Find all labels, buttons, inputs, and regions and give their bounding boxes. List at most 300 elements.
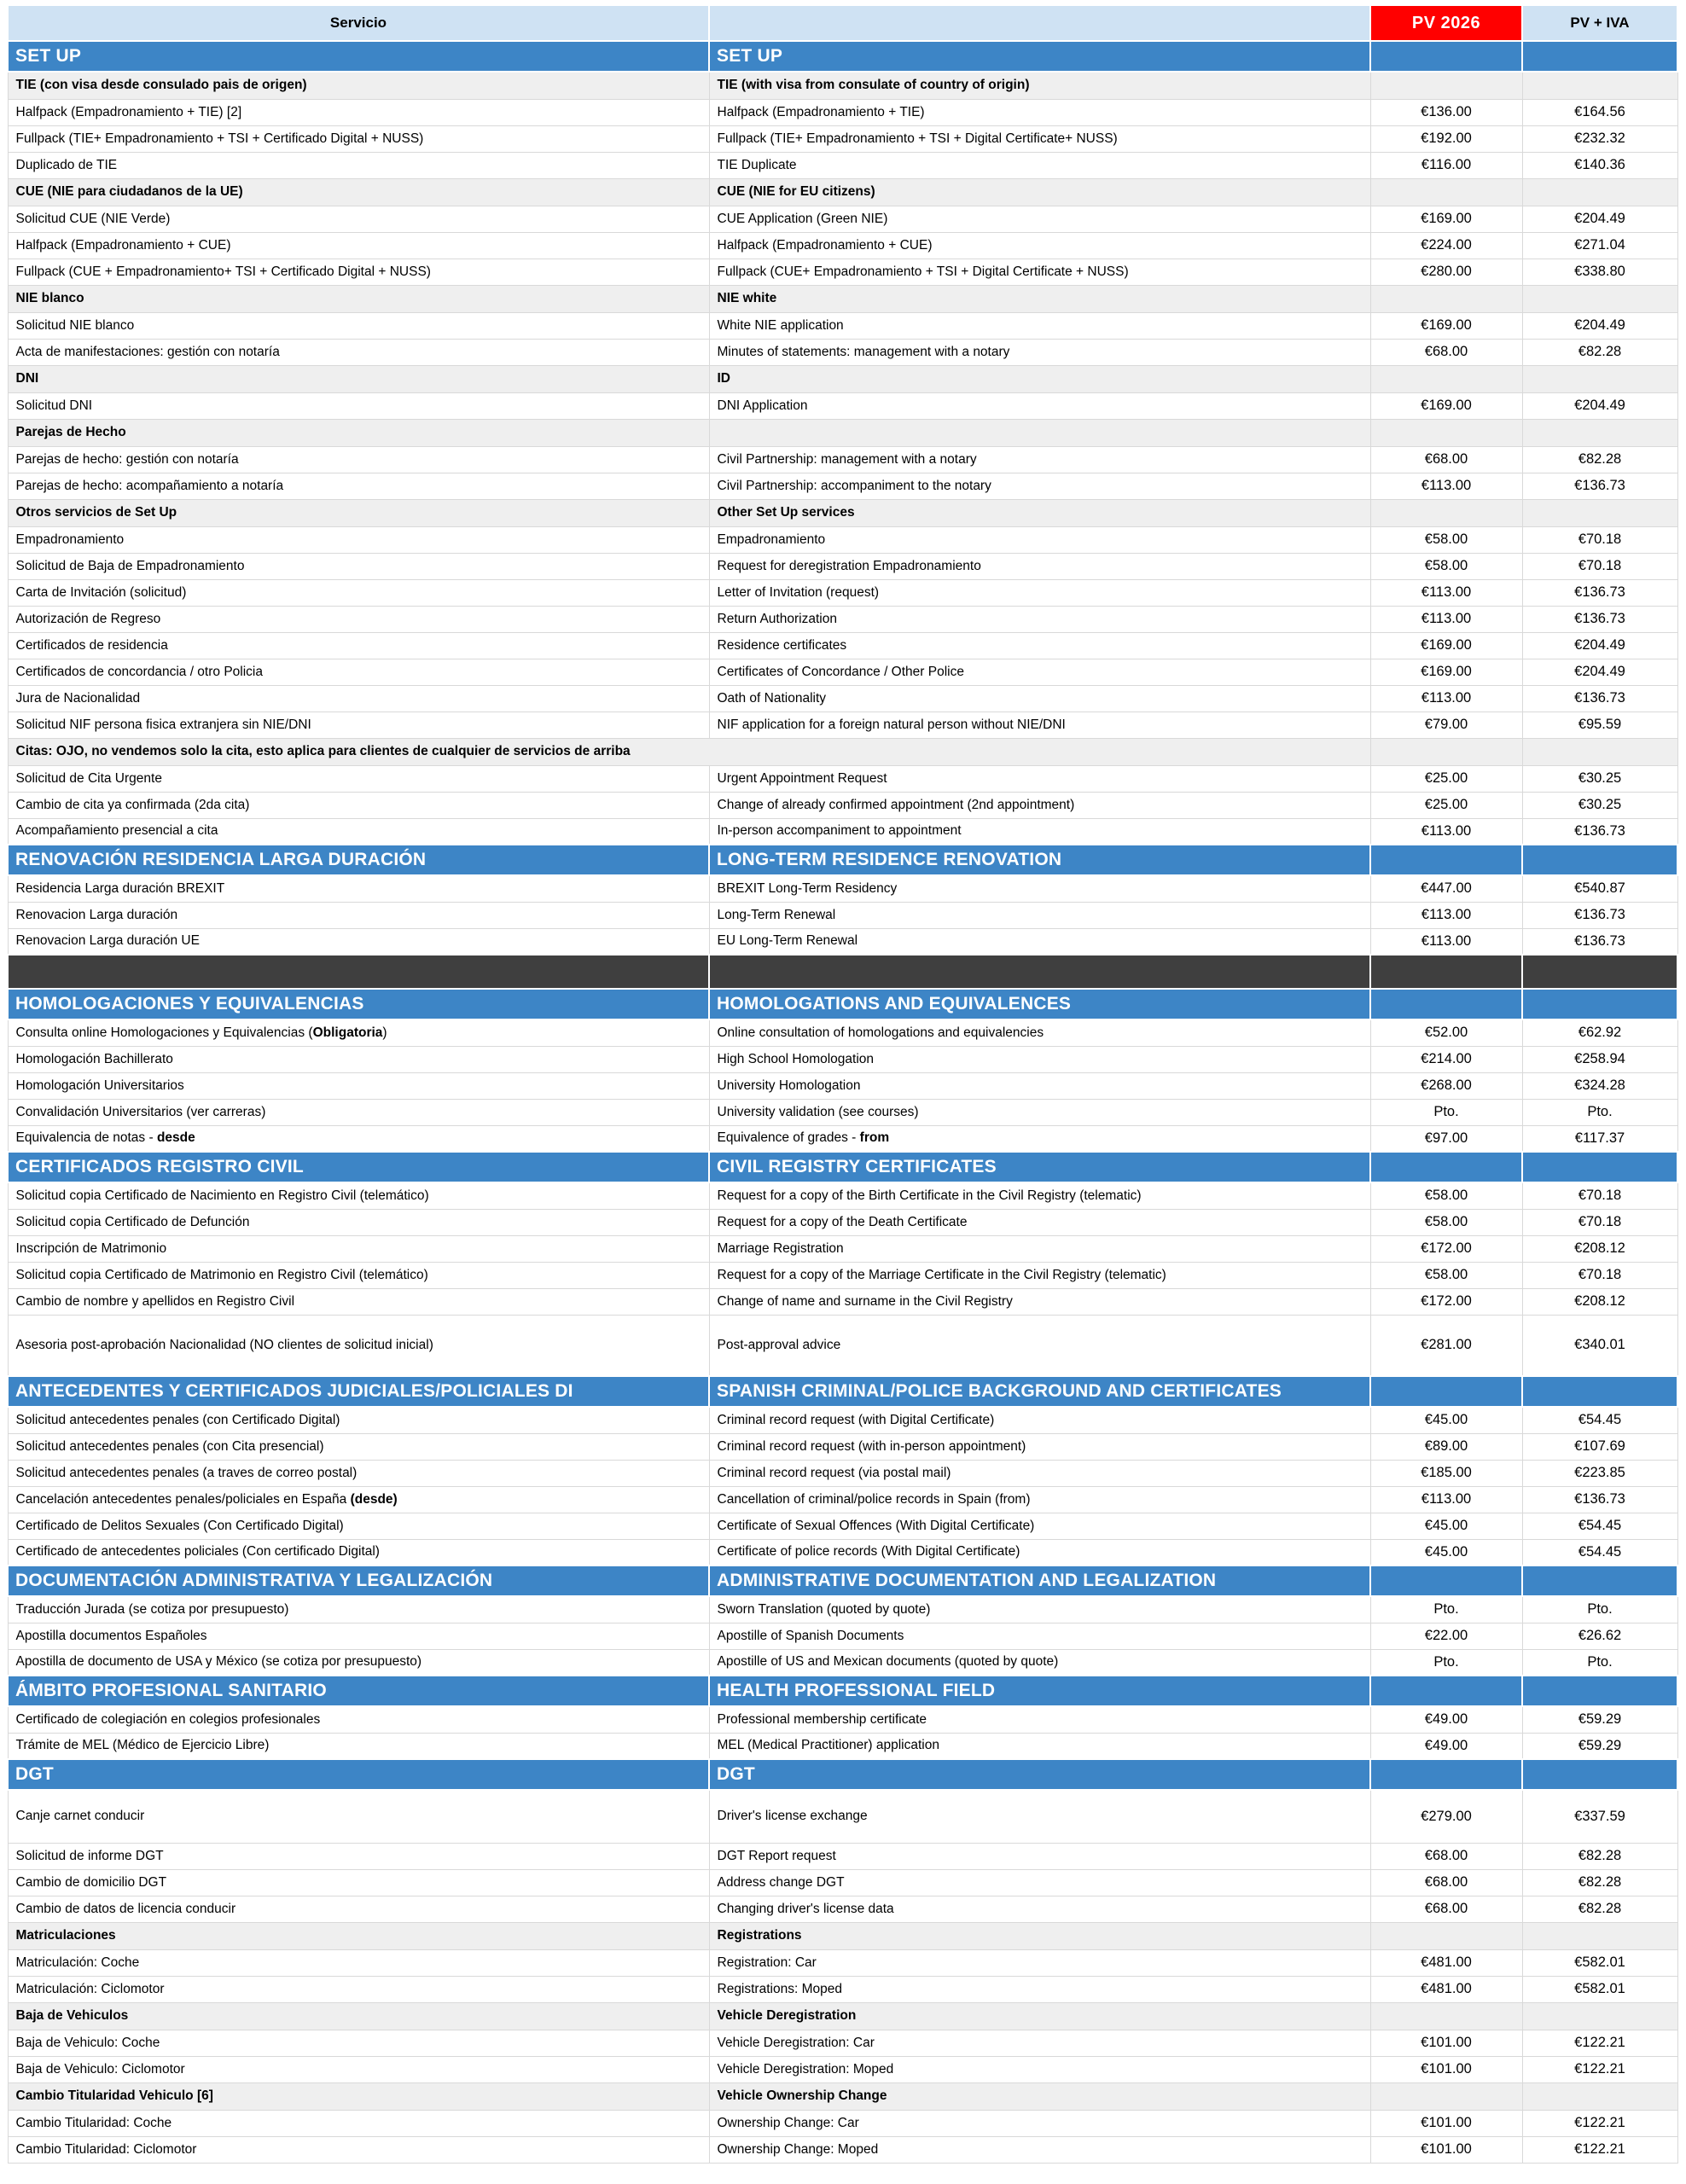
service-name-es: Solicitud de informe DGT (8, 1843, 709, 1869)
section-band-row (8, 989, 1677, 1019)
price-pv-iva: €136.73 (1522, 685, 1677, 712)
subsection-header-row (8, 365, 1677, 392)
service-row (8, 1099, 1677, 1125)
subsection-title-en: Other Set Up services (709, 499, 1370, 526)
price-pv2026: €101.00 (1370, 2030, 1522, 2056)
subsection-title-en: CUE (NIE for EU citizens) (709, 178, 1370, 206)
service-name-en: Vehicle Deregistration: Moped (709, 2056, 1370, 2082)
subsection-spacer (1522, 285, 1677, 312)
service-name-en: Civil Partnership: accompaniment to the notary (709, 473, 1370, 499)
service-name-en: Marriage Registration (709, 1235, 1370, 1262)
service-name-es: Solicitud de Baja de Empadronamiento (8, 553, 709, 579)
price-pv-iva: €136.73 (1522, 579, 1677, 606)
price-pv-iva: €582.01 (1522, 1949, 1677, 1976)
service-name-es: Apostilla de documento de USA y México (se cotiza por presupuesto) (8, 1649, 709, 1676)
service-name-en: Vehicle Deregistration: Car (709, 2030, 1370, 2056)
section-band-spacer (1370, 1759, 1522, 1790)
service-row (8, 792, 1677, 818)
service-row (8, 1623, 1677, 1649)
service-name-en: Professional membership certificate (709, 1706, 1370, 1733)
subsection-spacer (1370, 178, 1522, 206)
section-band-spacer (1370, 1676, 1522, 1706)
service-row (8, 1072, 1677, 1099)
service-name-en: Cancellation of criminal/police records in Spain (from) (709, 1486, 1370, 1513)
price-pv-iva: €30.25 (1522, 765, 1677, 792)
service-row (8, 1433, 1677, 1460)
service-name-es: Solicitud antecedentes penales (con Certificado Digital) (8, 1407, 709, 1433)
price-pv2026: €68.00 (1370, 1869, 1522, 1896)
section-title-es: CERTIFICADOS REGISTRO CIVIL (8, 1152, 709, 1182)
price-pv2026: €25.00 (1370, 792, 1522, 818)
service-name-es: Equivalencia de notas - desde (8, 1125, 709, 1152)
subsection-header-row (8, 419, 1677, 446)
service-name-es: Solicitud copia Certificado de Nacimiento en Registro Civil (telemático) (8, 1182, 709, 1209)
price-pv-iva: €107.69 (1522, 1433, 1677, 1460)
service-name-es: Solicitud NIE blanco (8, 312, 709, 339)
service-name-es: Parejas de hecho: gestión con notaría (8, 446, 709, 473)
service-name-en: Certificate of police records (With Digital Certificate) (709, 1539, 1370, 1565)
section-band-spacer (1522, 1376, 1677, 1407)
service-name-en: Registration: Car (709, 1949, 1370, 1976)
price-pv-iva: €223.85 (1522, 1460, 1677, 1486)
section-band-spacer (1522, 845, 1677, 875)
service-row (8, 2110, 1677, 2136)
section-band-spacer (1522, 1759, 1677, 1790)
price-pv-iva: €59.29 (1522, 1706, 1677, 1733)
section-band-row (8, 41, 1677, 72)
service-name-es: Baja de Vehiculo: Coche (8, 2030, 709, 2056)
price-pv-iva: €82.28 (1522, 1843, 1677, 1869)
price-pv2026: €68.00 (1370, 446, 1522, 473)
service-name-es: Renovacion Larga duración (8, 902, 709, 928)
section-title-es: RENOVACIÓN RESIDENCIA LARGA DURACIÓN (8, 845, 709, 875)
section-band-row (8, 1759, 1677, 1790)
service-name-en: University Homologation (709, 1072, 1370, 1099)
service-name-en: Minutes of statements: management with a notary (709, 339, 1370, 365)
service-row (8, 1790, 1677, 1843)
service-row (8, 606, 1677, 632)
price-pv-iva: €62.92 (1522, 1019, 1677, 1046)
service-name-es: Jura de Nacionalidad (8, 685, 709, 712)
service-row (8, 312, 1677, 339)
service-name-en: University validation (see courses) (709, 1099, 1370, 1125)
section-title-en: CIVIL REGISTRY CERTIFICATES (709, 1152, 1370, 1182)
service-name-es: Convalidación Universitarios (ver carreras) (8, 1099, 709, 1125)
separator-cell (1370, 955, 1522, 989)
price-pv-iva: €271.04 (1522, 232, 1677, 258)
price-pv-iva: €70.18 (1522, 1182, 1677, 1209)
subsection-spacer (1370, 285, 1522, 312)
table-body (8, 41, 1677, 2163)
price-pv-iva: €117.37 (1522, 1125, 1677, 1152)
section-band-spacer (1370, 1565, 1522, 1596)
service-name-es: Canje carnet conducir (8, 1790, 709, 1843)
service-name-es: Cambio de nombre y apellidos en Registro Civil (8, 1288, 709, 1315)
service-name-en: Residence certificates (709, 632, 1370, 659)
service-name-es: Renovacion Larga duración UE (8, 928, 709, 955)
service-row (8, 1976, 1677, 2002)
price-pv-iva: €164.56 (1522, 99, 1677, 125)
price-pv2026: €45.00 (1370, 1407, 1522, 1433)
service-name-es: Cambio Titularidad: Ciclomotor (8, 2136, 709, 2163)
service-name-es: Traducción Jurada (se cotiza por presupuesto) (8, 1596, 709, 1623)
column-header-pv-iva: PV + IVA (1522, 5, 1677, 41)
service-name-en: Urgent Appointment Request (709, 765, 1370, 792)
service-name-en: Sworn Translation (quoted by quote) (709, 1596, 1370, 1623)
price-pv2026: €481.00 (1370, 1976, 1522, 2002)
price-pv-iva: €337.59 (1522, 1790, 1677, 1843)
service-row (8, 152, 1677, 178)
service-name-es: Solicitud copia Certificado de Matrimonio en Registro Civil (telemático) (8, 1262, 709, 1288)
price-pv2026: €169.00 (1370, 392, 1522, 419)
service-name-es: Parejas de hecho: acompañamiento a notaría (8, 473, 709, 499)
service-row (8, 1235, 1677, 1262)
service-row (8, 206, 1677, 232)
price-pv-iva: €82.28 (1522, 339, 1677, 365)
price-pv2026: €49.00 (1370, 1733, 1522, 1759)
separator-row (8, 955, 1677, 989)
price-pv2026: €101.00 (1370, 2110, 1522, 2136)
price-pv-iva: €54.45 (1522, 1539, 1677, 1565)
service-name-es: Residencia Larga duración BREXIT (8, 875, 709, 902)
section-band-spacer (1522, 1565, 1677, 1596)
service-name-en: Apostille of Spanish Documents (709, 1623, 1370, 1649)
price-pv2026: €172.00 (1370, 1288, 1522, 1315)
price-pv-iva: €122.21 (1522, 2030, 1677, 2056)
service-name-es: Certificados de concordancia / otro Policia (8, 659, 709, 685)
subsection-title-en: TIE (with visa from consulate of country of origin) (709, 72, 1370, 99)
service-row (8, 1209, 1677, 1235)
subsection-header-row (8, 499, 1677, 526)
price-pv2026: €58.00 (1370, 526, 1522, 553)
subsection-title-merged: Citas: OJO, no vendemos solo la cita, esto aplica para clientes de cualquier de servicios de arriba (8, 738, 1370, 765)
service-name-es: Matriculación: Ciclomotor (8, 1976, 709, 2002)
service-name-en: Ownership Change: Car (709, 2110, 1370, 2136)
section-title-en: SPANISH CRIMINAL/POLICE BACKGROUND AND CERTIFICATES (709, 1376, 1370, 1407)
price-pv-iva: €208.12 (1522, 1288, 1677, 1315)
price-pv2026: €45.00 (1370, 1513, 1522, 1539)
price-pv2026: €113.00 (1370, 902, 1522, 928)
price-pv2026: €45.00 (1370, 1539, 1522, 1565)
price-pv2026: €185.00 (1370, 1460, 1522, 1486)
price-pv2026: €25.00 (1370, 765, 1522, 792)
price-pv-iva: €204.49 (1522, 206, 1677, 232)
subsection-header-row (8, 738, 1677, 765)
service-row (8, 1182, 1677, 1209)
subsection-spacer (1522, 2002, 1677, 2030)
price-pv-iva: €204.49 (1522, 312, 1677, 339)
service-row (8, 1539, 1677, 1565)
section-band-spacer (1522, 1152, 1677, 1182)
price-pv2026: €113.00 (1370, 685, 1522, 712)
service-row (8, 1460, 1677, 1486)
service-row (8, 1706, 1677, 1733)
service-name-es: Carta de Invitación (solicitud) (8, 579, 709, 606)
service-name-en: Halfpack (Empadronamiento + CUE) (709, 232, 1370, 258)
price-pv-iva: €54.45 (1522, 1407, 1677, 1433)
service-name-es: Solicitud copia Certificado de Defunción (8, 1209, 709, 1235)
price-pv2026: €101.00 (1370, 2056, 1522, 2082)
service-name-en: Civil Partnership: management with a notary (709, 446, 1370, 473)
service-name-es: Autorización de Regreso (8, 606, 709, 632)
price-pv2026: €68.00 (1370, 339, 1522, 365)
section-band-spacer (1370, 1152, 1522, 1182)
section-band-row (8, 845, 1677, 875)
price-pv2026: €49.00 (1370, 1706, 1522, 1733)
price-pv2026: €113.00 (1370, 1486, 1522, 1513)
price-pv2026: €113.00 (1370, 928, 1522, 955)
service-row (8, 1596, 1677, 1623)
price-pv2026: €89.00 (1370, 1433, 1522, 1460)
price-pv2026: €68.00 (1370, 1896, 1522, 1922)
price-pv-iva: €140.36 (1522, 152, 1677, 178)
subsection-spacer (1370, 2002, 1522, 2030)
service-row (8, 2030, 1677, 2056)
service-name-es: Baja de Vehiculo: Ciclomotor (8, 2056, 709, 2082)
service-row (8, 553, 1677, 579)
service-name-en: Certificates of Concordance / Other Police (709, 659, 1370, 685)
service-name-en: Request for a copy of the Death Certificate (709, 1209, 1370, 1235)
price-pv-iva: €122.21 (1522, 2110, 1677, 2136)
section-title-en: HOMOLOGATIONS AND EQUIVALENCES (709, 989, 1370, 1019)
section-band-spacer (1522, 41, 1677, 72)
service-name-en: Return Authorization (709, 606, 1370, 632)
price-pv2026: €169.00 (1370, 659, 1522, 685)
subsection-title-en: Registrations (709, 1922, 1370, 1949)
service-name-es: Solicitud antecedentes penales (con Cita presencial) (8, 1433, 709, 1460)
subsection-title-en: ID (709, 365, 1370, 392)
price-pv-iva: Pto. (1522, 1649, 1677, 1676)
subsection-title-es: Otros servicios de Set Up (8, 499, 709, 526)
subsection-title-en: Vehicle Deregistration (709, 2002, 1370, 2030)
service-name-es: Halfpack (Empadronamiento + TIE) [2] (8, 99, 709, 125)
price-pv-iva: €54.45 (1522, 1513, 1677, 1539)
price-pv-iva: €540.87 (1522, 875, 1677, 902)
price-pv2026: €169.00 (1370, 206, 1522, 232)
service-name-es: Homologación Universitarios (8, 1072, 709, 1099)
price-pv-iva: €258.94 (1522, 1046, 1677, 1072)
subsection-title-es: DNI (8, 365, 709, 392)
service-name-en: Registrations: Moped (709, 1976, 1370, 2002)
price-pv-iva: €208.12 (1522, 1235, 1677, 1262)
section-title-en: LONG-TERM RESIDENCE RENOVATION (709, 845, 1370, 875)
price-pv2026: €101.00 (1370, 2136, 1522, 2163)
price-pv-iva: €30.25 (1522, 792, 1677, 818)
service-row (8, 875, 1677, 902)
service-name-es: Cambio de cita ya confirmada (2da cita) (8, 792, 709, 818)
subsection-header-row (8, 1922, 1677, 1949)
subsection-spacer (1522, 72, 1677, 99)
service-name-en: MEL (Medical Practitioner) application (709, 1733, 1370, 1759)
service-name-es: Consulta online Homologaciones y Equivalencias (Obligatoria) (8, 1019, 709, 1046)
price-pv-iva: €136.73 (1522, 1486, 1677, 1513)
service-name-es: Duplicado de TIE (8, 152, 709, 178)
price-pv-iva: €82.28 (1522, 446, 1677, 473)
section-title-en: HEALTH PROFESSIONAL FIELD (709, 1676, 1370, 1706)
subsection-title-en: Vehicle Ownership Change (709, 2082, 1370, 2110)
service-name-en: Changing driver's license data (709, 1896, 1370, 1922)
service-row (8, 392, 1677, 419)
service-row (8, 1869, 1677, 1896)
price-pv-iva: €122.21 (1522, 2056, 1677, 2082)
service-row (8, 473, 1677, 499)
service-name-en: Certificate of Sexual Offences (With Digital Certificate) (709, 1513, 1370, 1539)
section-title-es: DOCUMENTACIÓN ADMINISTRATIVA Y LEGALIZACIÓN (8, 1565, 709, 1596)
section-band-row (8, 1152, 1677, 1182)
service-row (8, 1019, 1677, 1046)
price-pv-iva: €70.18 (1522, 526, 1677, 553)
service-name-es: Cambio Titularidad: Coche (8, 2110, 709, 2136)
service-row (8, 632, 1677, 659)
price-list-table (7, 4, 1677, 2164)
service-row (8, 818, 1677, 845)
subsection-spacer (1522, 2082, 1677, 2110)
price-pv2026: Pto. (1370, 1596, 1522, 1623)
subsection-title-es: Parejas de Hecho (8, 419, 709, 446)
price-pv-iva: €26.62 (1522, 1623, 1677, 1649)
service-row (8, 579, 1677, 606)
service-name-en: NIF application for a foreign natural person without NIE/DNI (709, 712, 1370, 738)
separator-cell (1522, 955, 1677, 989)
price-pv-iva: €82.28 (1522, 1896, 1677, 1922)
price-pv2026: €268.00 (1370, 1072, 1522, 1099)
service-name-en: DNI Application (709, 392, 1370, 419)
service-name-en: Fullpack (CUE+ Empadronamiento + TSI + Digital Certificate + NUSS) (709, 258, 1370, 285)
service-name-es: Fullpack (CUE + Empadronamiento+ TSI + Certificado Digital + NUSS) (8, 258, 709, 285)
subsection-title-es: Baja de Vehiculos (8, 2002, 709, 2030)
service-row (8, 1513, 1677, 1539)
subsection-spacer (1522, 178, 1677, 206)
section-title-es: DGT (8, 1759, 709, 1790)
price-pv2026: €169.00 (1370, 312, 1522, 339)
service-row (8, 339, 1677, 365)
price-pv-iva: €122.21 (1522, 2136, 1677, 2163)
price-pv2026: €169.00 (1370, 632, 1522, 659)
subsection-header-row (8, 2082, 1677, 2110)
service-name-es: Homologación Bachillerato (8, 1046, 709, 1072)
price-pv-iva: €70.18 (1522, 1209, 1677, 1235)
price-pv2026: €113.00 (1370, 473, 1522, 499)
price-pv-iva: €136.73 (1522, 928, 1677, 955)
subsection-spacer (1370, 2082, 1522, 2110)
price-pv2026: €22.00 (1370, 1623, 1522, 1649)
separator-cell (8, 955, 709, 989)
service-row (8, 446, 1677, 473)
service-name-es: Cambio de datos de licencia conducir (8, 1896, 709, 1922)
section-band-spacer (1522, 989, 1677, 1019)
service-name-en: White NIE application (709, 312, 1370, 339)
price-pv2026: €279.00 (1370, 1790, 1522, 1843)
price-pv2026: €136.00 (1370, 99, 1522, 125)
price-pv-iva: €204.49 (1522, 659, 1677, 685)
price-pv-iva: €136.73 (1522, 473, 1677, 499)
subsection-header-row (8, 72, 1677, 99)
service-name-en: Request for a copy of the Marriage Certificate in the Civil Registry (telematic) (709, 1262, 1370, 1288)
service-name-es: Asesoria post-aprobación Nacionalidad (NO clientes de solicitud inicial) (8, 1315, 709, 1376)
service-row (8, 928, 1677, 955)
subsection-title-es: NIE blanco (8, 285, 709, 312)
price-pv2026: €192.00 (1370, 125, 1522, 152)
price-pv2026: €116.00 (1370, 152, 1522, 178)
service-row (8, 1486, 1677, 1513)
service-row (8, 232, 1677, 258)
service-name-es: Matriculación: Coche (8, 1949, 709, 1976)
service-name-en: DGT Report request (709, 1843, 1370, 1869)
service-row (8, 258, 1677, 285)
service-row (8, 99, 1677, 125)
service-name-es: Certificado de Delitos Sexuales (Con Certificado Digital) (8, 1513, 709, 1539)
service-name-en: Apostille of US and Mexican documents (quoted by quote) (709, 1649, 1370, 1676)
service-name-es: Solicitud de Cita Urgente (8, 765, 709, 792)
service-name-es: Cambio de domicilio DGT (8, 1869, 709, 1896)
service-name-en: Criminal record request (with Digital Certificate) (709, 1407, 1370, 1433)
subsection-title-es: Cambio Titularidad Vehiculo [6] (8, 2082, 709, 2110)
price-pv2026: €58.00 (1370, 1182, 1522, 1209)
price-pv-iva: €70.18 (1522, 1262, 1677, 1288)
subsection-header-row (8, 285, 1677, 312)
subsection-title-es: TIE (con visa desde consulado pais de origen) (8, 72, 709, 99)
service-row (8, 1046, 1677, 1072)
price-pv-iva: €59.29 (1522, 1733, 1677, 1759)
subsection-title-en: NIE white (709, 285, 1370, 312)
section-band-row (8, 1565, 1677, 1596)
service-name-en: Driver's license exchange (709, 1790, 1370, 1843)
section-band-spacer (1522, 1676, 1677, 1706)
subsection-title-en (709, 419, 1370, 446)
service-name-en: Request for deregistration Empadronamiento (709, 553, 1370, 579)
price-pv-iva: €338.80 (1522, 258, 1677, 285)
price-pv2026: Pto. (1370, 1649, 1522, 1676)
service-name-es: Certificados de residencia (8, 632, 709, 659)
service-name-en: Change of already confirmed appointment (2nd appointment) (709, 792, 1370, 818)
service-row (8, 659, 1677, 685)
section-title-en: DGT (709, 1759, 1370, 1790)
service-name-es: Acompañamiento presencial a cita (8, 818, 709, 845)
subsection-spacer (1522, 499, 1677, 526)
service-row (8, 765, 1677, 792)
service-name-en: Long-Term Renewal (709, 902, 1370, 928)
section-band-spacer (1370, 41, 1522, 72)
subsection-spacer (1370, 738, 1522, 765)
price-pv2026: €280.00 (1370, 258, 1522, 285)
subsection-spacer (1370, 419, 1522, 446)
service-row (8, 685, 1677, 712)
section-band-row (8, 1676, 1677, 1706)
price-pv-iva: €340.01 (1522, 1315, 1677, 1376)
service-name-en: High School Homologation (709, 1046, 1370, 1072)
service-row (8, 2056, 1677, 2082)
section-title-es: ÁMBITO PROFESIONAL SANITARIO (8, 1676, 709, 1706)
service-row (8, 1407, 1677, 1433)
price-pv2026: €481.00 (1370, 1949, 1522, 1976)
service-name-es: Acta de manifestaciones: gestión con notaría (8, 339, 709, 365)
service-name-es: Certificado de antecedentes policiales (Con certificado Digital) (8, 1539, 709, 1565)
subsection-spacer (1370, 1922, 1522, 1949)
price-pv-iva: Pto. (1522, 1099, 1677, 1125)
service-row (8, 1843, 1677, 1869)
service-row (8, 526, 1677, 553)
service-name-en: Fullpack (TIE+ Empadronamiento + TSI + Digital Certificate+ NUSS) (709, 125, 1370, 152)
service-name-es: Halfpack (Empadronamiento + CUE) (8, 232, 709, 258)
subsection-header-row (8, 2002, 1677, 2030)
price-pv-iva: €232.32 (1522, 125, 1677, 152)
price-pv2026: €68.00 (1370, 1843, 1522, 1869)
subsection-spacer (1370, 499, 1522, 526)
price-pv2026: €58.00 (1370, 553, 1522, 579)
service-row (8, 902, 1677, 928)
service-name-es: Certificado de colegiación en colegios profesionales (8, 1706, 709, 1733)
service-name-en: Halfpack (Empadronamiento + TIE) (709, 99, 1370, 125)
